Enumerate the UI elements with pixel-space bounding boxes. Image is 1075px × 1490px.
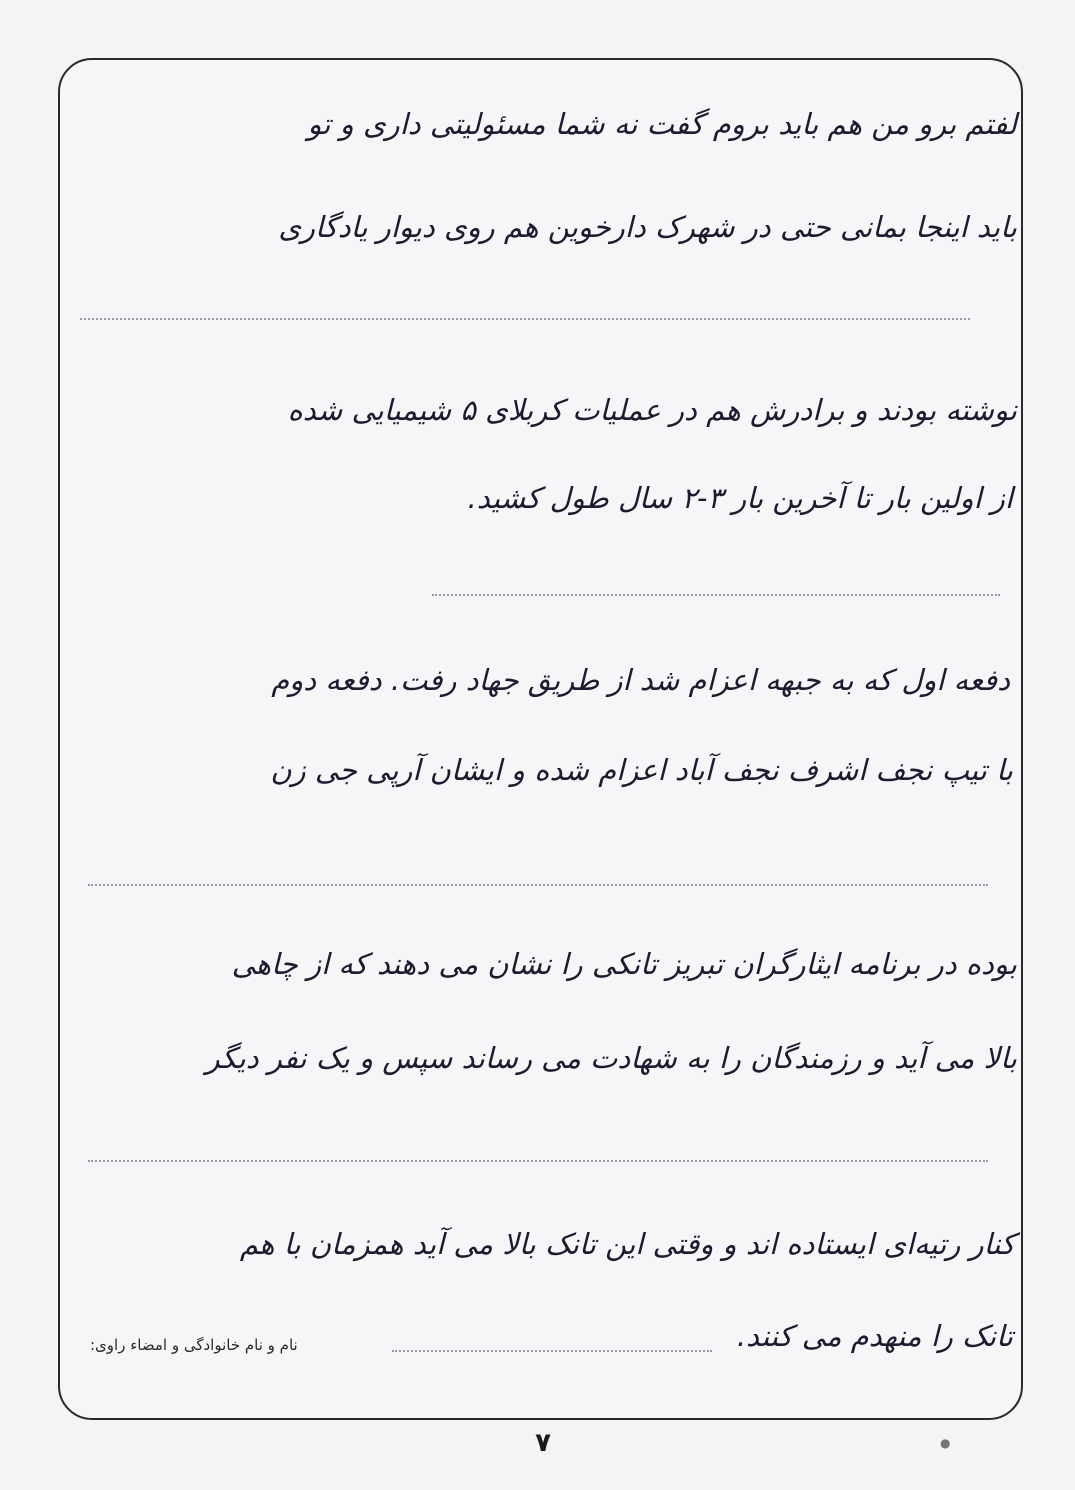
narrator-signature-label: نام و نام خانوادگی و امضاء راوی: xyxy=(90,1336,298,1354)
page-number: ۷ xyxy=(535,1428,551,1458)
page-frame xyxy=(58,58,1023,1420)
ink-dot-icon: ● xyxy=(940,1436,951,1450)
text-line: تانک را منهدم می کنند. xyxy=(736,1319,1013,1353)
dotted-rule xyxy=(80,318,970,320)
text-line: نوشته بودند و برادرش هم در عملیات کربلای ۵ شیمیایی شده xyxy=(287,393,1017,427)
text-line: بالا می آید و رزمندگان را به شهادت می رساند سپس و یک نفر دیگر xyxy=(205,1041,1017,1075)
text-line: کنار رتیه‌ای ایستاده اند و وقتی این تانک بالا می آید همزمان با هم xyxy=(239,1227,1015,1261)
text-line: با تیپ نجف اشرف نجف آباد اعزام شده و ایشان آرپی جی زن xyxy=(270,753,1013,787)
dotted-rule xyxy=(88,1160,988,1162)
text-line: از اولین بار تا آخرین بار ۳-۲ سال طول کشید. xyxy=(467,481,1013,515)
signature-dotted-rule xyxy=(392,1350,712,1352)
text-line: دفعه اول که به جبهه اعزام شد از طریق جهاد رفت. دفعه دوم xyxy=(271,663,1010,697)
text-line: لفتم برو من هم باید بروم گفت نه شما مسئولیتی داری و تو xyxy=(307,107,1017,141)
text-line: بوده در برنامه ایثارگران تبریز تانکی را نشان می دهند که از چاهی xyxy=(231,947,1017,981)
text-line: باید اینجا بمانی حتی در شهرک دارخوین هم روی دیوار یادگاری xyxy=(278,210,1017,244)
dotted-rule xyxy=(432,594,1000,596)
dotted-rule xyxy=(88,884,988,886)
